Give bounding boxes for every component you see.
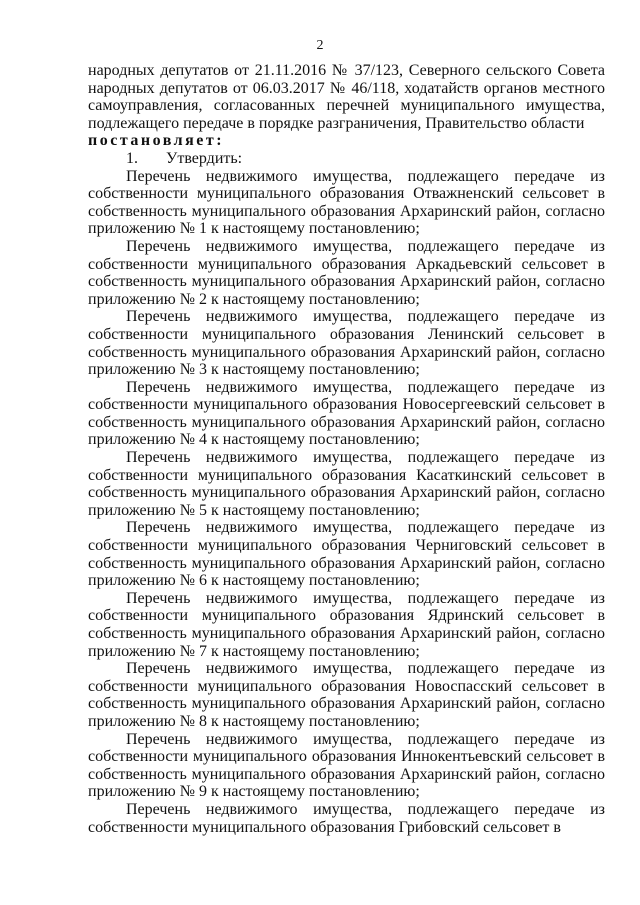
list-item: Перечень недвижимого имущества, подлежащего передаче из собственности муниципального образования Ленинский сельсовет в собственность муниципального образования Архаринский район, согласно приложению № 3 к настоящему постановлению; [88, 308, 605, 379]
intro-line: подлежащего передаче в порядке разграничения, Правительство области [88, 114, 585, 132]
document-body [88, 62, 605, 836]
list-item: Перечень недвижимого имущества, подлежащего передаче из собственности муниципального образования Грибовский сельсовет в [88, 800, 605, 836]
intro-line: самоуправления, согласованных перечней муниципального имущества, [88, 97, 605, 115]
list-item: Перечень недвижимого имущества, подлежащего передаче из собственности муниципального образования Касаткинский сельсовет в собственность муниципального образования Архаринский район, согласно приложению № 5 к настоящему постановлению; [88, 449, 605, 519]
page-number: 2 [316, 38, 324, 53]
list-item: Перечень недвижимого имущества, подлежащего передаче из собственности муниципального образования Новоспасский сельсовет в собственность муниципального образования Архаринский район, согласно приложению № 8 к настоящему постановлению; [88, 660, 605, 730]
decree-heading: постановляет: [88, 132, 225, 150]
point-number: 1. [126, 149, 138, 167]
list-item: Перечень недвижимого имущества, подлежащего передаче из собственности муниципального образования Аркадьевский сельсовет в собственность муниципального образования Архаринский район, согласно приложению № 2 к настоящему постановлению; [88, 237, 605, 308]
list-item: Перечень недвижимого имущества, подлежащего передаче из собственности муниципального образования Иннокентьевский сельсовет в собственность муниципального образования Архаринский район, согласно приложению № 9 к настоящему постановлению; [88, 730, 605, 801]
point-text: Утвердить: [166, 149, 243, 167]
list-item: Перечень недвижимого имущества, подлежащего передаче из собственности муниципального образования Черниговский сельсовет в собственность муниципального образования Архаринский район, согласно приложению № 6 к настоящему постановлению; [88, 519, 605, 590]
list-item: Перечень недвижимого имущества, подлежащего передаче из собственности муниципального образования Отважненский сельсовет в собственность муниципального образования Архаринский район, согласно приложению № 1 к настоящему постановлению; [88, 167, 605, 238]
point-one [88, 150, 605, 168]
list-item: Перечень недвижимого имущества, подлежащего передаче из собственности муниципального образования Ядринский сельсовет в собственность муниципального образования Архаринский район, согласно приложению № 7 к настоящему постановлению; [88, 589, 605, 660]
intro-line: народных депутатов от 06.03.2017 № 46/118, ходатайств органов местного [88, 79, 605, 97]
list-item: Перечень недвижимого имущества, подлежащего передаче из собственности муниципального образования Новосергеевский сельсовет в собственность муниципального образования Архаринский район, согласно приложению № 4 к настоящему постановлению; [88, 378, 605, 449]
intro-line: народных депутатов от 21.11.2016 № 37/123, Северного сельского Совета [88, 62, 605, 79]
